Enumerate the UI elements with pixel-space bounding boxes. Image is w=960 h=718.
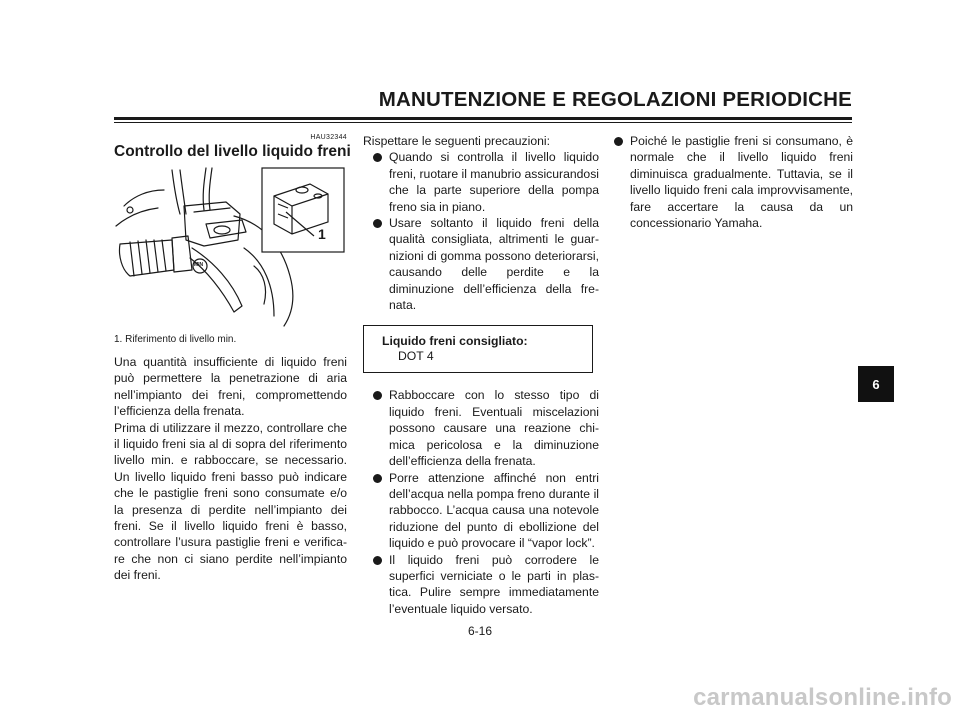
pad-wear-list	[614, 133, 853, 231]
column-3	[614, 133, 853, 231]
column-2	[363, 133, 599, 617]
bullet-icon	[373, 474, 382, 483]
precautions-list-top	[363, 149, 599, 313]
recommended-fluid-value: DOT 4	[398, 349, 434, 364]
chapter-tab: 6	[858, 366, 894, 402]
bullet-icon	[614, 137, 623, 146]
page-number: 6-16	[467, 624, 493, 638]
figure-caption: 1. Riferimento di livello min.	[114, 334, 237, 345]
header-rule	[114, 117, 852, 120]
recommended-fluid-box	[363, 325, 593, 373]
column-1	[114, 354, 347, 584]
bullet-icon	[373, 153, 382, 162]
watermark: carmanualsonline.info	[693, 684, 952, 711]
precautions-intro: Rispettare le seguenti precauzioni:	[363, 134, 550, 148]
callout-number: 1	[318, 226, 326, 242]
paragraph-intro: Una quantità insufficiente di liquido freni può permettere la penetrazione di aria nell’impianto dei freni, compromettendo l’efficienza della frenata.	[114, 355, 347, 419]
min-mark-label: MIN	[194, 262, 204, 268]
precautions-list-bottom	[363, 387, 599, 617]
paragraph-check: Prima di utilizzare il mezzo, controllare che il liquido freni sia al di sopra del riferimento livello min. e rabboccare, se necessario. Un livello liquido freni basso può indicare che le pastiglie freni sono consumate e/o la presenza di perdite nell’impianto dei freni. Se il livello liquido freni è basso, controllare l’usura pastiglie freni e verificare che non ci siano perdite nell’impianto dei freni.	[114, 420, 347, 583]
brake-reservoir-illustration	[114, 166, 346, 328]
list-item: Usare soltanto il liquido freni della qualità consigliata, altrimenti le guarnizioni di gomma possono deteriorarsi, causando delle perdite e la diminuzione dell’efficienza della frenata.	[373, 215, 599, 313]
list-item: Rabboccare con lo stesso tipo di liquido freni. Eventuali miscelazioni possono causare una reazione chimica pericolosa e la diminuzione dell’efficienza della frenata.	[373, 387, 599, 469]
header-rule-thin	[114, 122, 852, 123]
list-item: Quando si controlla il livello liquido freni, ruotare il manubrio assicurandosi che la parte superiore della pompa freno sia in piano.	[373, 149, 599, 215]
recommended-fluid-title: Liquido freni consigliato:	[382, 334, 528, 349]
section-title: Controllo del livello liquido freni	[114, 143, 351, 160]
bullet-icon	[373, 556, 382, 565]
page-header-title: MANUTENZIONE E REGOLAZIONI PERIODICHE	[378, 88, 852, 111]
list-item: Il liquido freni può corrodere le superfici verniciate o le parti in plastica. Pulire sempre immediatamente l’eventuale liquido versato.	[373, 552, 599, 618]
list-item: Porre attenzione affinché non entri dell’acqua nella pompa freno durante il rabbocco. L’acqua causa una notevole riduzione del punto di ebollizione del liquido e può provocare il “vapor lock”.	[373, 470, 599, 552]
bullet-icon	[373, 219, 382, 228]
list-item: Poiché le pastiglie freni si consumano, è normale che il livello liquido freni diminuisca gradualmente. Tuttavia, se il livello liquido freni cala improvvisamente, fare accertare la causa da un concessionario Yamaha.	[614, 133, 853, 231]
handlebar-drawing	[114, 166, 346, 328]
bullet-icon	[373, 391, 382, 400]
section-code: HAU32344	[310, 134, 347, 141]
